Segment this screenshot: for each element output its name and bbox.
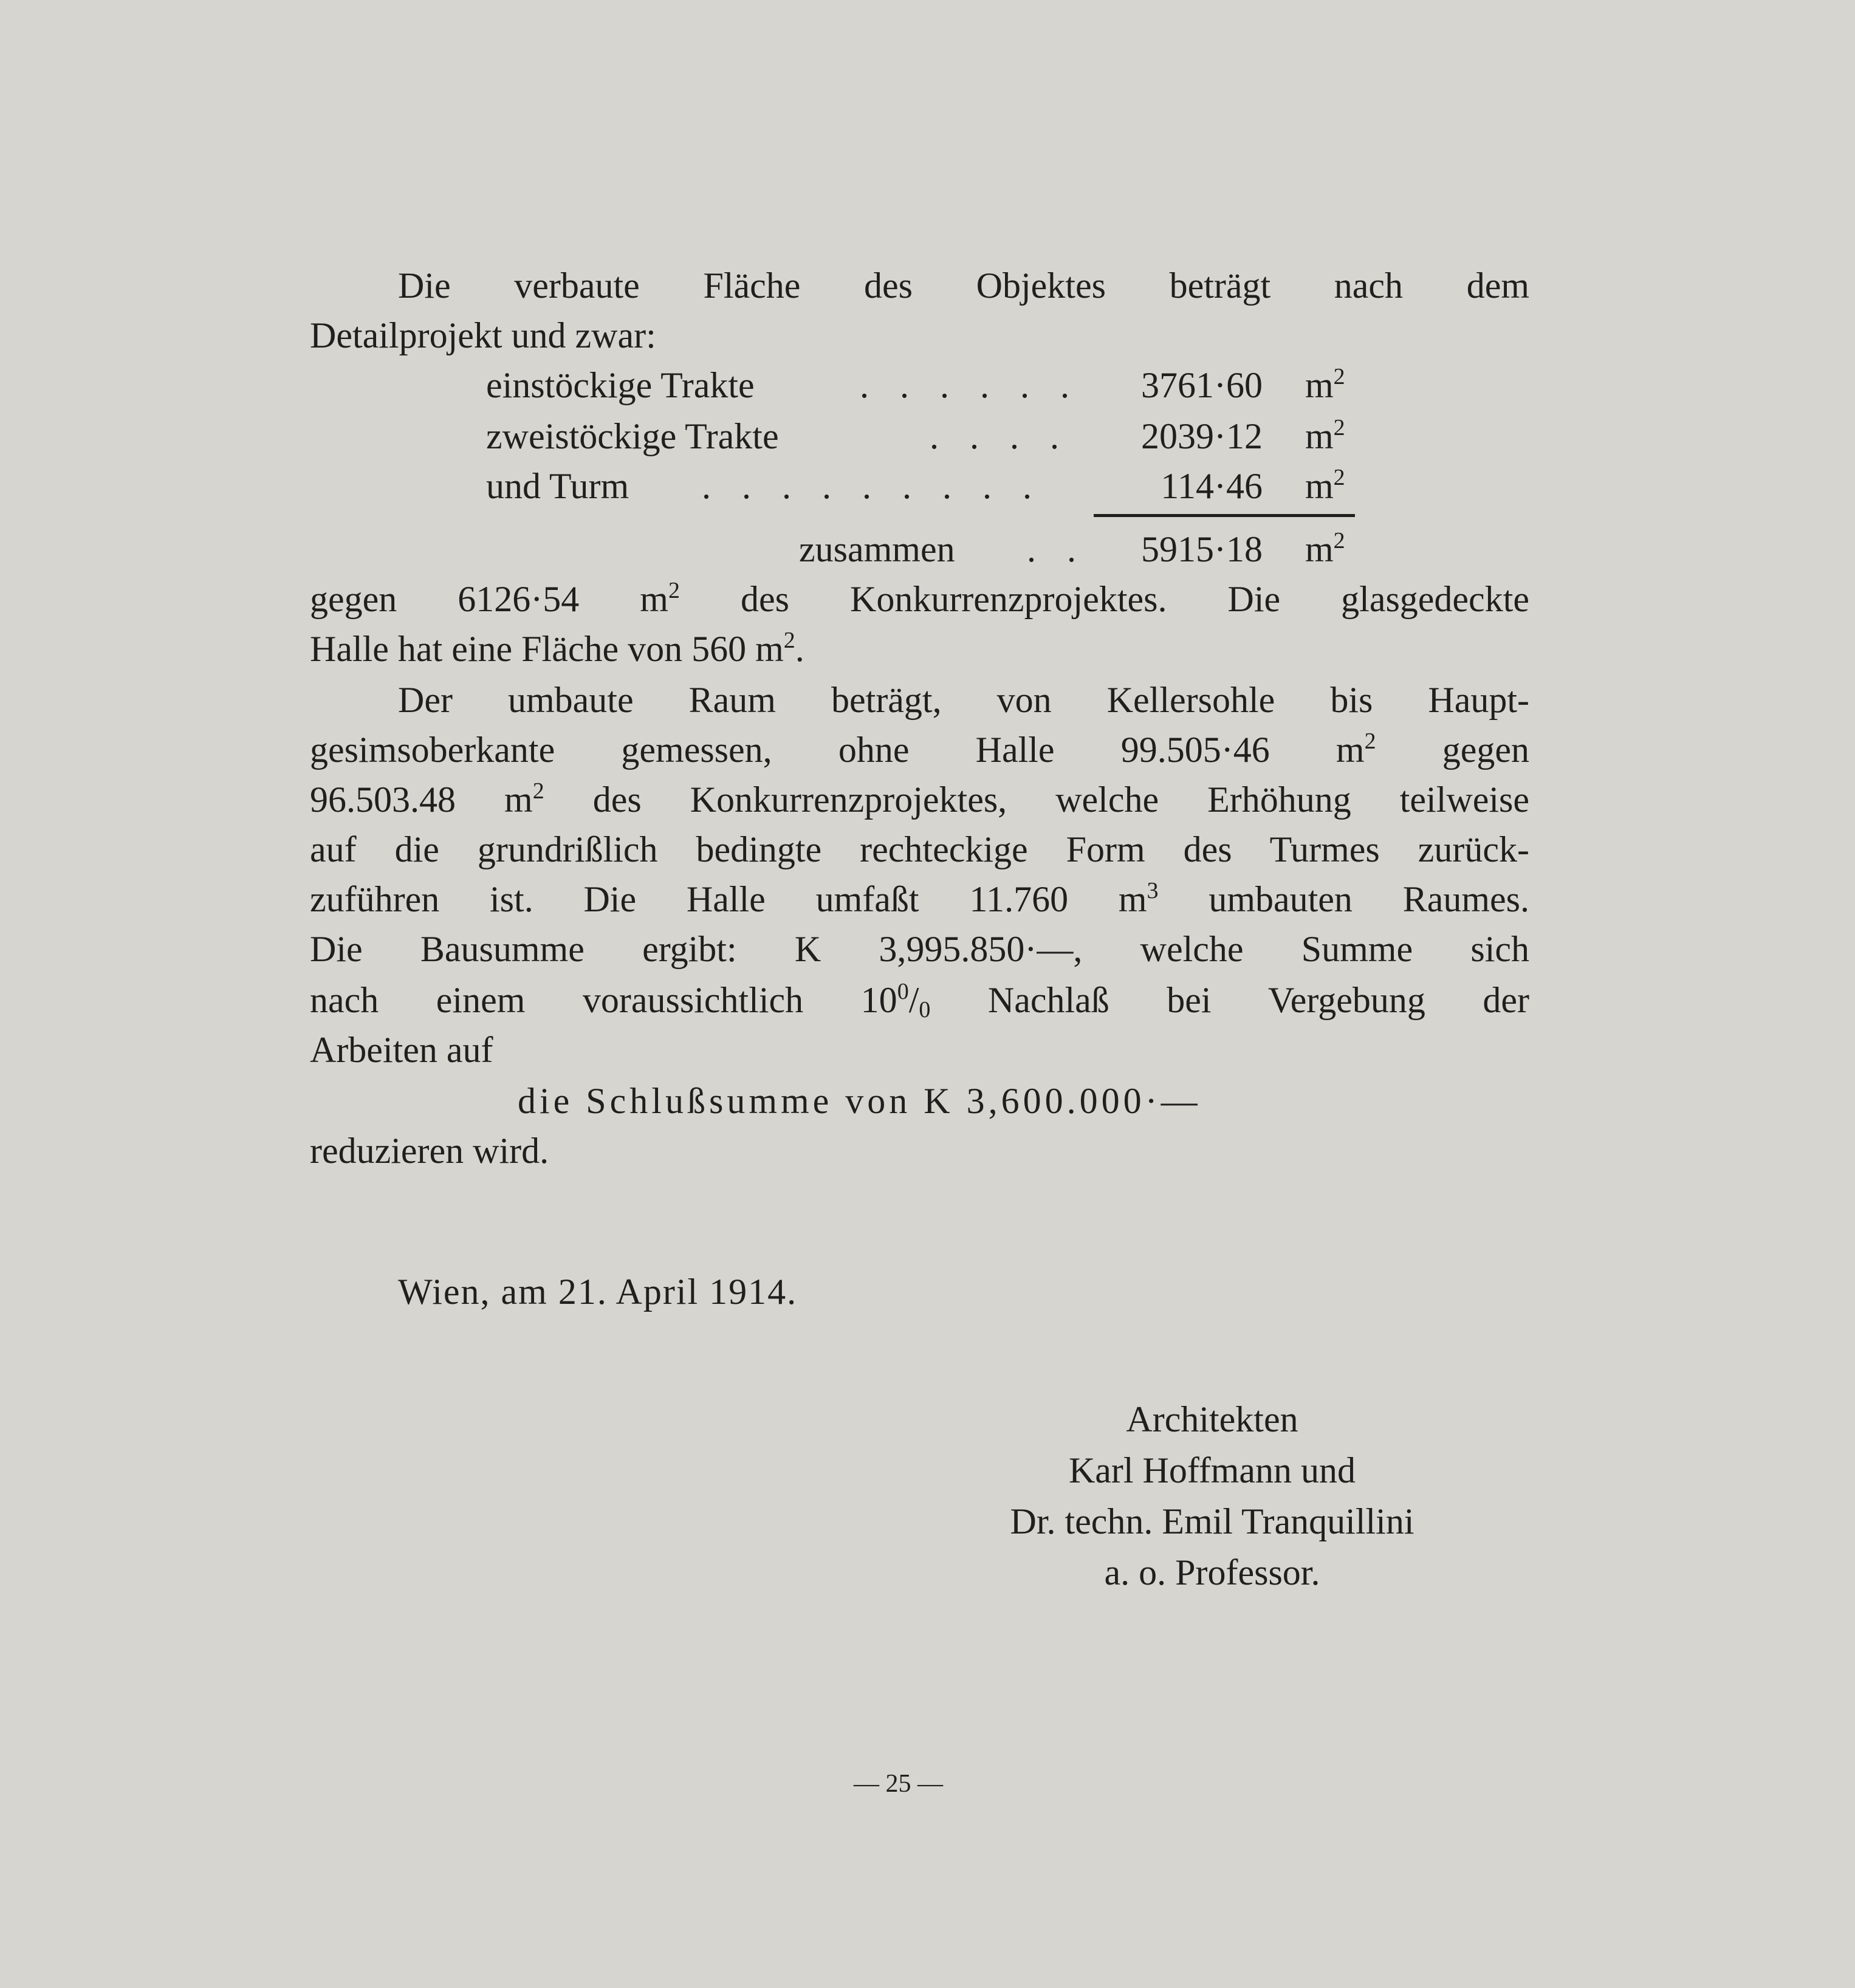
row-label: zweistöckige Trakte: [486, 416, 779, 456]
paragraph-2-line-5: zuführen ist. Die Halle umfaßt 11.760 $m^3$ umbauten Raumes.: [310, 878, 1530, 919]
total-value: 5915·18: [1141, 529, 1263, 569]
paragraph-2-line-10: reduzieren wird.: [310, 1131, 549, 1171]
row-unit: $m^2$: [1305, 465, 1345, 506]
row-value: 114·46: [1161, 466, 1263, 506]
place-date: Wien, am 21. April 1914.: [398, 1272, 798, 1312]
row-leader-dots: . . . . . .: [860, 365, 1080, 405]
intro-line-2: Detailprojekt und zwar:: [310, 315, 656, 355]
paragraph-2-line-3: 96.503.48 $m^2$ des Konkurrenzprojektes, welche Erhöhung teilweise: [310, 778, 1529, 820]
row-leader-dots: . . . .: [930, 416, 1070, 456]
total-leader-dots: . .: [1027, 529, 1087, 569]
row-label: und Turm: [486, 466, 629, 506]
signature-role: a. o. Professor.: [1104, 1552, 1320, 1592]
final-sum-line: die Schlußsumme von K 3,600.000·—: [518, 1081, 1201, 1121]
total-label: zusammen: [799, 529, 955, 569]
signature-name-2: Dr. techn. Emil Tranquillini: [1010, 1501, 1414, 1541]
paragraph-2-line-2: gesimsoberkante gemessen, ohne Halle 99.505·46 $m^2$ gegen: [310, 728, 1529, 770]
paragraph-1-line-2: Halle hat eine Fläche von 560 $m^2$.: [310, 628, 804, 669]
table-row: [486, 411, 1361, 462]
total-unit: $m^2$: [1305, 528, 1345, 569]
table-row: [486, 461, 1361, 512]
paragraph-2-line-8: Arbeiten auf: [310, 1030, 493, 1070]
table-total-row: [486, 524, 1361, 575]
paragraph-2-line-4: auf die grundrißlich bedingte rechteckige Form des Turmes zurück-: [310, 829, 1529, 869]
paragraph-2-line-7: nach einem voraussichtlich $10^0/_0$ Nachlaß bei Vergebung der: [310, 979, 1529, 1023]
row-unit: $m^2$: [1305, 415, 1345, 456]
sum-rule: [1094, 514, 1355, 517]
row-leader-dots: . . . . . . . . .: [702, 466, 1043, 506]
row-value: 3761·60: [1141, 365, 1263, 405]
paragraph-2-line-1: Der umbaute Raum beträgt, von Kellersohle bis Haupt-: [398, 680, 1529, 720]
signature-name-1: Karl Hoffmann und: [1068, 1450, 1356, 1490]
intro-line-1: Die verbaute Fläche des Objektes beträgt nach dem: [398, 266, 1529, 306]
table-row: [486, 360, 1361, 411]
row-label: einstöckige Trakte: [486, 365, 755, 405]
row-unit: $m^2$: [1305, 364, 1345, 405]
signature-title: Architekten: [1126, 1399, 1298, 1439]
page-number: — 25 —: [854, 1770, 943, 1798]
row-value: 2039·12: [1141, 416, 1263, 456]
paragraph-2-line-6: Die Bausumme ergibt: K 3,995.850·—, welche Summe sich: [310, 929, 1529, 969]
paragraph-1-line-1: gegen 6126·54 $m^2$ des Konkurrenzprojektes. Die glasgedeckte: [310, 578, 1529, 619]
